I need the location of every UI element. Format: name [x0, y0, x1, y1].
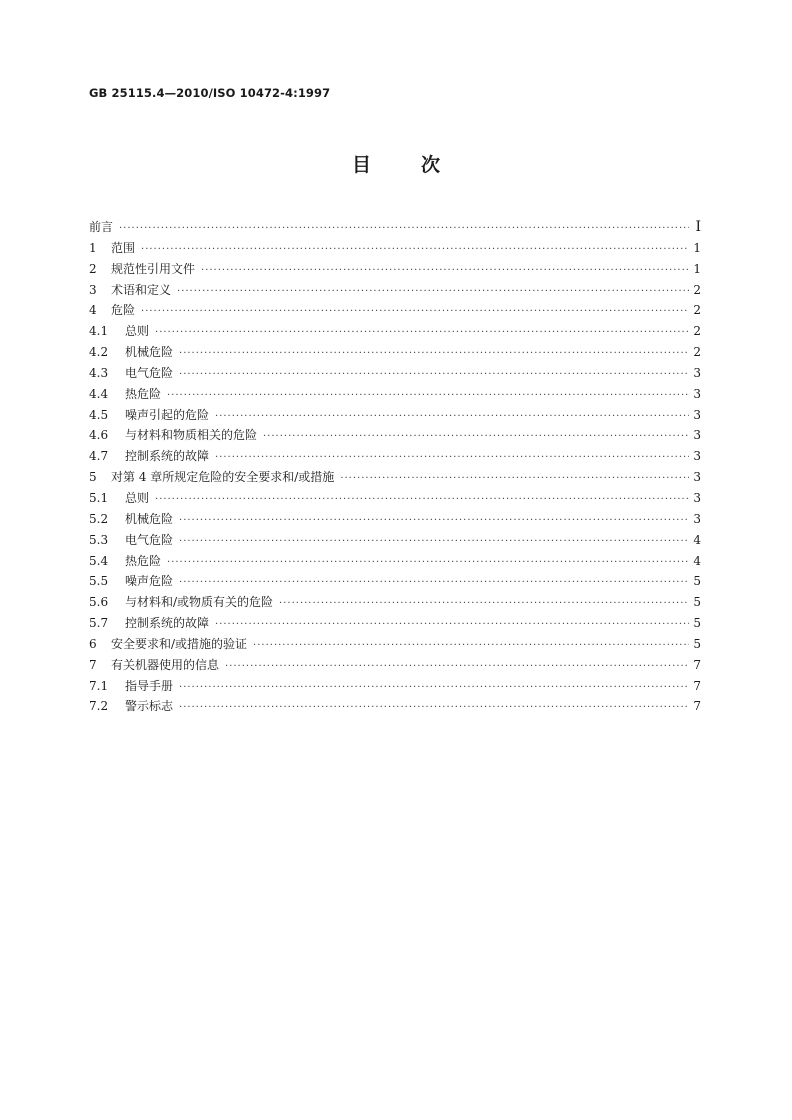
toc-leader-dots — [263, 427, 689, 448]
toc-entry[interactable] — [89, 321, 701, 342]
toc-entry[interactable] — [89, 259, 701, 280]
toc-entry[interactable] — [89, 676, 701, 697]
toc-entry-number: 4.6 — [89, 428, 109, 443]
toc-entry-number: 6 — [89, 636, 97, 651]
toc-leader-dots — [179, 573, 689, 594]
toc-entry-page: 2 — [693, 324, 701, 339]
toc-entry-title: 机械危险 — [125, 511, 174, 526]
toc-entry-number: 4 — [89, 303, 97, 318]
toc-entry-page: 2 — [693, 303, 701, 318]
toc-entry[interactable] — [89, 655, 701, 676]
toc-leader-dots — [340, 469, 689, 490]
page-title — [0, 150, 792, 177]
toc-leader-dots — [167, 553, 689, 574]
toc-entry-number: 5.4 — [89, 553, 109, 568]
toc-entry-page: 3 — [693, 511, 701, 526]
toc-entry-number: 4.3 — [89, 365, 109, 380]
toc-entry-number: 2 — [89, 261, 97, 276]
toc-entry[interactable] — [89, 696, 701, 717]
toc-entry[interactable] — [89, 425, 701, 446]
toc-entry-page: 1 — [693, 261, 701, 276]
toc-entry[interactable] — [89, 300, 701, 321]
toc-entry[interactable] — [89, 363, 701, 384]
toc-entry-title: 对第 4 章所规定危险的安全要求和/或措施 — [111, 470, 335, 485]
toc-entry[interactable] — [89, 571, 701, 592]
toc-entry-number: 5.7 — [89, 616, 109, 631]
toc-leader-dots — [201, 261, 689, 282]
toc-leader-dots — [253, 636, 689, 657]
toc-entry-page: 1 — [693, 240, 701, 255]
toc-leader-dots — [215, 407, 689, 428]
toc-entry-title: 危险 — [111, 303, 136, 318]
toc-entry-number: 4.1 — [89, 324, 109, 339]
toc-entry-title: 电气危险 — [125, 365, 174, 380]
toc-entry-title: 总则 — [125, 324, 150, 339]
toc-entry[interactable] — [89, 488, 701, 509]
toc-entry-title: 警示标志 — [125, 699, 174, 714]
toc-leader-dots — [179, 678, 689, 699]
toc-entry-number: 5.5 — [89, 574, 109, 589]
toc-leader-dots — [155, 490, 689, 511]
toc-entry-title: 规范性引用文件 — [111, 261, 196, 276]
toc-entry-page: 4 — [693, 532, 701, 547]
toc-entry-title: 热危险 — [125, 386, 162, 401]
toc-entry[interactable] — [89, 592, 701, 613]
toc-entry-page: 3 — [693, 449, 701, 464]
toc-leader-dots — [177, 282, 689, 303]
toc-entry-title: 控制系统的故障 — [125, 449, 210, 464]
toc-entry[interactable] — [89, 634, 701, 655]
toc-leader-dots — [179, 344, 689, 365]
toc-entry-number: 4.4 — [89, 386, 109, 401]
toc-entry-title: 前言 — [89, 220, 114, 234]
toc-entry[interactable] — [89, 384, 701, 405]
toc-entry-number: 5.3 — [89, 532, 109, 547]
toc-entry-number: 5 — [89, 470, 97, 485]
toc-entry-title: 指导手册 — [125, 678, 174, 693]
toc-entry-title: 范围 — [111, 240, 136, 255]
toc-entry-title: 有关机器使用的信息 — [111, 657, 220, 672]
toc-entry-number: 5.2 — [89, 511, 109, 526]
toc-entry-page: 5 — [693, 595, 701, 610]
toc-entry-page: 3 — [693, 490, 701, 505]
toc-entry-number: 1 — [89, 240, 97, 255]
toc-entry-number: 4.7 — [89, 449, 109, 464]
toc-entry-title: 术语和定义 — [111, 282, 172, 297]
title-char-1: 目 — [351, 154, 371, 176]
toc-leader-dots — [155, 323, 689, 344]
toc-leader-dots — [179, 511, 689, 532]
toc-entry-number: 7 — [89, 657, 97, 672]
toc-leader-dots — [167, 386, 689, 407]
toc-leader-dots — [179, 698, 689, 719]
toc-entry-page: 4 — [693, 553, 701, 568]
toc-leader-dots — [141, 240, 689, 261]
toc-entry-number: 3 — [89, 282, 97, 297]
toc-entry-page: 7 — [693, 678, 701, 693]
toc-entry-number: 5.1 — [89, 490, 109, 505]
standard-number: GB 25115.4—2010/ISO 10472-4:1997 — [89, 86, 331, 100]
toc-entry-page: 7 — [693, 699, 701, 714]
toc-entry-page: I — [695, 219, 701, 235]
toc-entry-title: 电气危险 — [125, 532, 174, 547]
toc-entry-page: 2 — [693, 282, 701, 297]
toc-leader-dots — [179, 532, 689, 553]
toc-entry-page: 3 — [693, 386, 701, 401]
toc-entry-page: 5 — [693, 574, 701, 589]
toc-entry[interactable] — [89, 467, 701, 488]
toc-entry-title: 控制系统的故障 — [125, 616, 210, 631]
toc-entry-page: 7 — [693, 657, 701, 672]
toc-entry-number: 5.6 — [89, 595, 109, 610]
toc-entry-title: 与材料和物质相关的危险 — [125, 428, 258, 443]
toc-entry-page: 5 — [693, 616, 701, 631]
toc-entry-page: 3 — [693, 365, 701, 380]
toc-entry-title: 热危险 — [125, 553, 162, 568]
toc-entry[interactable] — [89, 509, 701, 530]
toc-leader-dots — [279, 594, 689, 615]
toc-entry[interactable] — [89, 405, 701, 426]
toc-entry-number: 7.2 — [89, 699, 109, 714]
toc-entry-page: 2 — [693, 345, 701, 360]
toc-entry[interactable] — [89, 551, 701, 572]
toc-entry-title: 与材料和/或物质有关的危险 — [125, 595, 274, 610]
toc-entry[interactable] — [89, 280, 701, 301]
toc-entry-page: 3 — [693, 407, 701, 422]
toc-entry-title: 总则 — [125, 490, 150, 505]
toc-entry[interactable] — [89, 530, 701, 551]
toc-entry-number: 7.1 — [89, 678, 109, 693]
toc-entry-page: 3 — [693, 470, 701, 485]
toc-entry[interactable] — [89, 613, 701, 634]
toc-entry-title: 噪声引起的危险 — [125, 407, 210, 422]
toc-leader-dots — [215, 615, 689, 636]
table-of-contents — [89, 217, 701, 717]
toc-entry-page: 3 — [693, 428, 701, 443]
toc-entry[interactable] — [89, 238, 701, 259]
toc-leader-dots — [225, 657, 689, 678]
toc-leader-dots — [215, 448, 689, 469]
toc-entry-title: 噪声危险 — [125, 574, 174, 589]
toc-entry-number: 4.5 — [89, 407, 109, 422]
toc-leader-dots — [119, 219, 689, 240]
toc-entry[interactable] — [89, 342, 701, 363]
toc-entry-title: 安全要求和/或措施的验证 — [111, 636, 248, 651]
toc-entry[interactable] — [89, 217, 701, 238]
title-char-2: 次 — [421, 154, 441, 176]
toc-entry-number: 4.2 — [89, 345, 109, 360]
toc-entry[interactable] — [89, 446, 701, 467]
toc-leader-dots — [141, 302, 689, 323]
toc-leader-dots — [179, 365, 689, 386]
toc-entry-page: 5 — [693, 636, 701, 651]
toc-entry-title: 机械危险 — [125, 345, 174, 360]
